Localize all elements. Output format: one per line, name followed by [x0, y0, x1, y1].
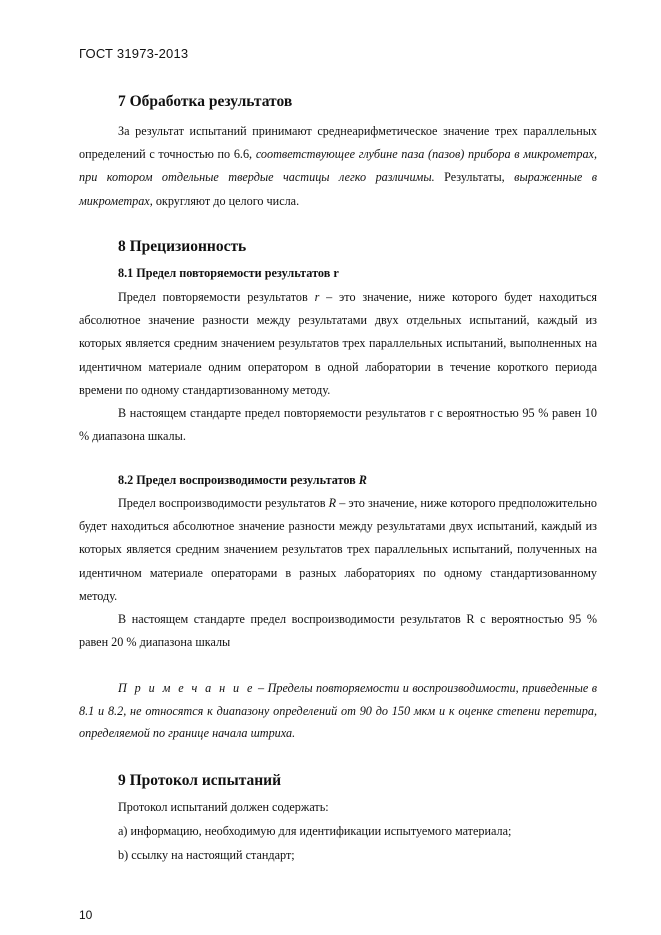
- subsection-8-1-title: 8.1 Предел повторяемости результатов r: [118, 266, 339, 280]
- section-7-title: 7 Обработка результатов: [118, 93, 293, 110]
- repeatability-definition: Предел повторяемости результатов r – это значение, ниже которого будет находиться абсолютное значение разности между результатами двух отдельных испытаний, каждый из которых является средним значением результатов трех параллельных испытаний, выполненных на идентичном материале одним оператором в одной лаборатории в течение короткого периода времени по одному стандартизованному методу.: [79, 290, 597, 397]
- subsection-8-2-title: 8.2 Предел воспроизводимости результатов R: [118, 473, 367, 487]
- note-block: [79, 677, 597, 745]
- section-9-body: [118, 795, 598, 867]
- list-item: a) информацию, необходимую для идентификации испытуемого материала;: [118, 824, 512, 838]
- protocol-intro: Протокол испытаний должен содержать:: [118, 800, 329, 814]
- section-7-body: [79, 120, 597, 213]
- reproducibility-value: В настоящем стандарте предел воспроизводимости результатов R с вероятностью 95 % равен 20 % диапазона шкалы: [79, 612, 597, 650]
- subsection-8-1-body: [79, 286, 597, 448]
- section-9-title: 9 Протокол испытаний: [118, 772, 282, 789]
- note-text: – Пределы повторяемости и воспроизводимости, приведенные в 8.1 и 8.2, не относятся к диапазону определений от 90 до 150 мкм и к оценке степени перетира, определяемой по границе начала штриха.: [79, 681, 598, 740]
- section-8-title: 8 Прецизионность: [118, 238, 247, 255]
- page-number: 10: [79, 908, 93, 922]
- repeatability-value: В настоящем стандарте предел повторяемости результатов r с вероятностью 95 % равен 10 % диапазона шкалы.: [79, 406, 597, 444]
- note-label: П р и м е ч а н и е: [118, 681, 255, 695]
- section-7-paragraph: За результат испытаний принимают среднеарифметическое значение трех параллельных определений с точностью по 6.6, соответствующее глубине паза (пазов) прибора в микрометрах, при котором отдельные твердые частицы легко различимы. Результаты, выраженные в микрометрах, округляют до целого числа.: [79, 124, 597, 208]
- reproducibility-definition: Предел воспроизводимости результатов R – это значение, ниже которого предположительно будет находиться абсолютное значение разности между результатами двух испытаний, каждый из которых является средним значением результатов трех параллельных испытаний, полученных на идентичном материале операторами в разных лабораториях по одному стандартизованному методу.: [79, 496, 598, 603]
- subsection-8-2-body: [79, 492, 597, 654]
- document-header-id: ГОСТ 31973-2013: [79, 46, 189, 61]
- list-item: b) ссылку на настоящий стандарт;: [118, 848, 295, 862]
